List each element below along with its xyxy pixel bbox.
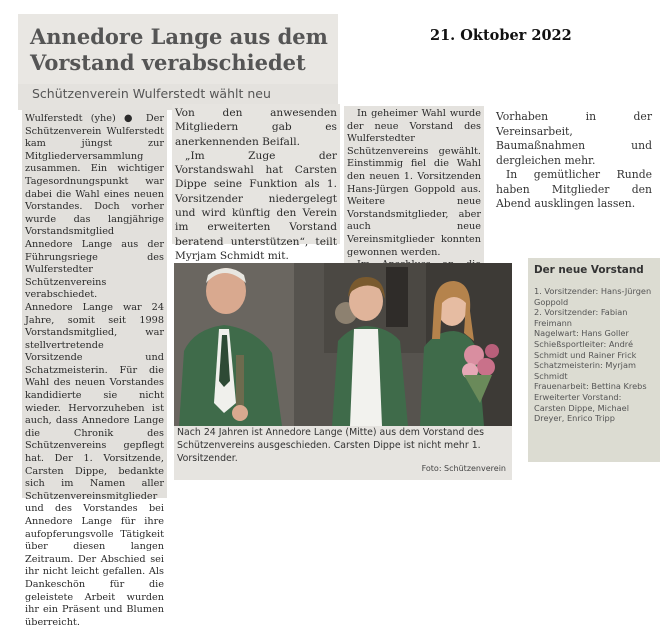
article-column-1 (22, 110, 167, 628)
sidebar-line: Erweiterter Vorstand: Carsten Dippe, Michael Dreyer, Enrico Tripp (534, 391, 629, 424)
photo-caption-text: Nach 24 Jahren ist Annedore Lange (Mitte) aus dem Vorstand des Schützenvereins ausgeschieden. Carsten Dippe ist nicht mehr 1. Vorsitzender. (177, 427, 484, 464)
column-3-paragraph: In geheimer Wahl wurde der neue Vorstand des Wulferstedter Schützenvereins gewählt. Einstimmig fiel die Wahl den neuen 1. Vorsitzenden Hans-Jürgen Goppold aus. Weitere neue Vorstandsmitglieder, aber auch neue Vereinsmitglieder konnten gewonnen werden. (347, 108, 481, 258)
article-subheadline: Schützenverein Wulferstedt wählt neu (32, 86, 271, 101)
column-4-paragraph: In gemütlicher Runde haben Mitglieder den Abend ausklingen lassen. (496, 168, 652, 210)
article-column-4 (492, 108, 656, 208)
column-2-paragraph: „Im Zuge der Vorstandswahl hat Carsten Dippe seine Funktion als 1. Vorsitzender niedergelegt und wird künftig den Verein im erweiterten Vorstand beratend unterstützen“, teilt Myrjam Schmidt mit. (175, 149, 337, 262)
new-board-sidebar (528, 258, 660, 462)
column-1-paragraph: Annedore Lange war 24 Jahre, somit seit 1998 Vorstandsmitglied, war stellvertretende Vorsitzende und Schatzmeisterin. Für die Wahl des neuen Vorstandes kandidierte sie nicht wieder. Hervorzuheben ist auch, dass Annedore Lange die Chronik des Schützenvereins gepflegt hat. Der 1. Vorsitzende, Carsten Dippe, bedankte sich im Namen aller Schützenvereinsmitglieder und des Vorstandes bei Annedore Lange für ihre aufopferungsvolle Tätigkeit über diesen langen Zeitraum. Der Abschied sei ihr nicht leicht gefallen. Als Dankeschön für die geleistete Arbeit wurden ihr ein Präsent und Blumen überreicht. (25, 301, 164, 628)
sidebar-line: 1. Vorsitzender: Hans-Jürgen Goppold (534, 286, 652, 307)
sidebar-title: Der neue Vorstand (534, 264, 644, 276)
sidebar-line: 2. Vorsitzender: Fabian Freimann (534, 307, 628, 328)
sidebar-line: Frauenarbeit: Bettina Krebs (534, 381, 647, 392)
clipping-date: 21. Oktober 2022 (430, 27, 572, 44)
sidebar-line: Nagelwart: Hans Goller (534, 328, 629, 339)
sidebar-line: Schießsportleiter: André Schmidt und Rainer Frick (534, 338, 637, 360)
photo-credit: Foto: Schützenverein (421, 464, 506, 474)
article-photo (174, 263, 512, 426)
article-column-3 (344, 106, 484, 264)
photo-illustration (174, 263, 512, 426)
article-column-2 (172, 104, 340, 262)
sidebar-line: Schatzmeisterin: Myrjam Schmidt (534, 360, 636, 381)
photo-caption (174, 426, 512, 480)
article-headline: Annedore Lange aus dem Vorstand verabschiedet (30, 24, 328, 75)
column-4-paragraph: Vorhaben in der Vereinsarbeit, Baumaßnahmen und dergleichen mehr. (496, 110, 652, 167)
column-1-paragraph: Wulferstedt (yhe) ● Der Schützenverein Wulferstedt kam jüngst zur Mitgliederversammlung zusammen. Ein wichtiger Tagesordnungspunkt war dabei die Wahl eines neuen Vorstandes. Doch vorher wurde das langjährige Vorstandsmitglied Annedore Lange aus der Führungsriege des Wulferstedter Schützenvereins verabschiedet. (25, 113, 164, 301)
column-2-paragraph: Von den anwesenden Mitgliedern gab es anerkennenden Beifall. (175, 107, 337, 148)
